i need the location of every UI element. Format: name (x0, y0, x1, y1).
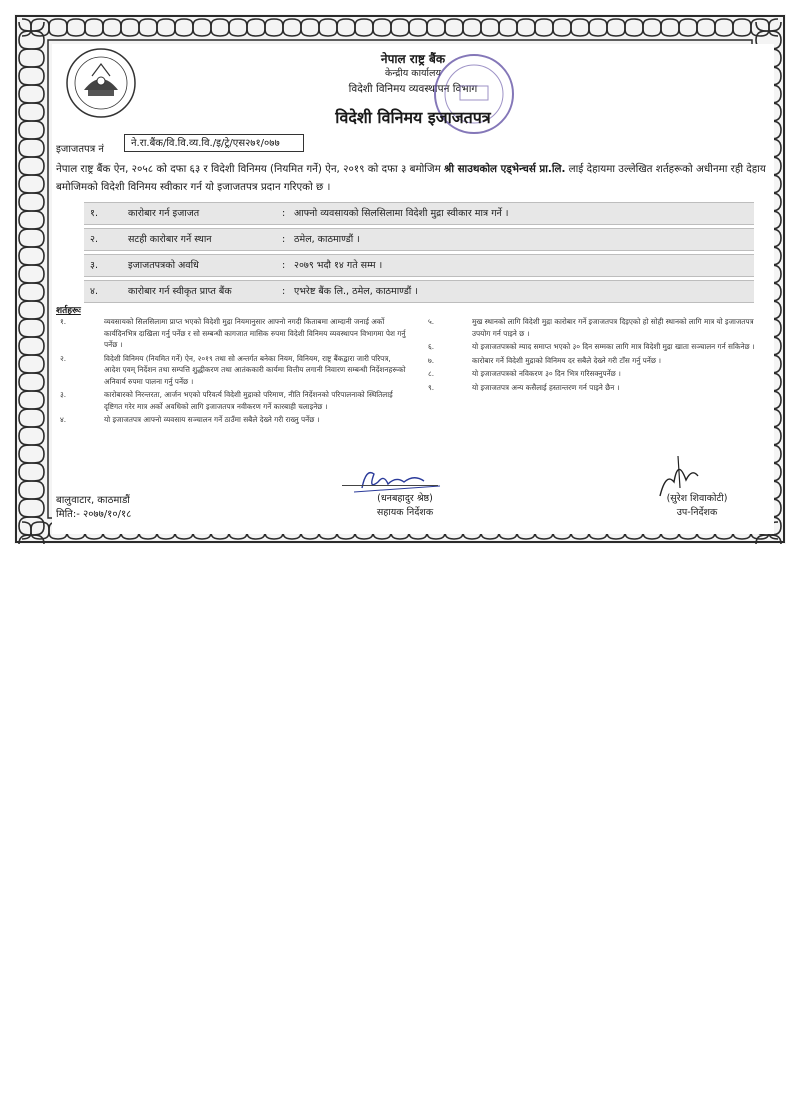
term-item (424, 382, 769, 394)
terms-heading: शर्तहरूः (56, 306, 81, 316)
issue-date: मिति:- २०७७/१०/१८ (56, 509, 132, 520)
row-label: कारोबार गर्न स्वीकृत प्राप्त बैंक (128, 286, 232, 297)
terms-left-column (56, 316, 406, 428)
row-colon: : (282, 234, 286, 245)
sub-office: केन्द्रीय कार्यालय (385, 68, 441, 79)
row-value: एभरेष्ट बैंक लि., ठमेल, काठमाण्डौं । (294, 286, 418, 297)
term-number: ८. (428, 369, 435, 378)
term-item (424, 368, 769, 380)
intro-text-start: नेपाल राष्ट्र बैंक ऐन, २०५८ को दफा ६३ र विदेशी विनिमय (नियमित गर्ने) ऐन, २०१९ को दफा ३ बमोजिम (56, 163, 445, 175)
term-item (424, 341, 769, 353)
intro-paragraph (56, 160, 768, 196)
table-row (84, 254, 754, 277)
issue-place: बालुवाटार, काठमाडौं (56, 495, 130, 506)
signer-1-title: सहायक निर्देशक (376, 507, 434, 518)
table-row (84, 202, 754, 225)
certificate-body (52, 44, 774, 534)
term-item (56, 414, 406, 426)
term-text: यो इजाजतपत्रको म्याद समाप्त भएको ३० दिन सम्मका लागि मात्र विदेशी मुद्रा खाता सञ्चालन गर्न सकिनेछ । (472, 342, 755, 351)
term-number: ३. (60, 390, 67, 399)
term-item (424, 316, 769, 339)
term-number: १. (60, 317, 67, 326)
row-label: इजाजतपत्रको अवधि (128, 260, 199, 271)
intro-text-end: लाई देहायमा उल्लेखित शर्तहरूको अधीनमा रही देहाय बमोजिमको विदेशी विनिमय स्वीकार गर्न यो इजाजतपत्र प्रदान गरिएको छ । (56, 163, 766, 193)
row-value: ठमेल, काठमाण्डौं । (294, 234, 360, 245)
permit-number-label: इजाजतपत्र नं (56, 144, 104, 155)
signer-2-name: (सुरेश शिवाकोटी) (666, 493, 728, 504)
row-number: १. (90, 208, 98, 219)
row-colon: : (282, 208, 286, 219)
row-number: ३. (90, 260, 98, 271)
permit-number: ने.रा.बैंक/वि.वि.व्य.वि./इ/ट्रे/एस२७१/०७७ (124, 134, 304, 152)
terms-right-column (424, 316, 769, 395)
row-colon: : (282, 260, 286, 271)
term-text: यो इजाजतपत्रको नविकरण ३० दिन भित्र गरिसक्नुपर्नेछ । (472, 369, 621, 378)
term-text: मुख स्थानको लागि विदेशी मुद्रा कारोबार गर्ने इजाजतपत्र दिइएको हो सोही स्थानको लागि मात्र यो इजाजतपत्र उपयोग गर्न पाइने छ । (472, 317, 754, 338)
row-colon: : (282, 286, 286, 297)
row-value: आफ्नो व्यवसायको सिलसिलामा विदेशी मुद्रा स्वीकार मात्र गर्ने । (294, 208, 509, 219)
license-certificate (14, 14, 786, 544)
table-row (84, 280, 754, 303)
term-text: कारोबारको निरन्तरता, आर्जन भएको परिवर्त्य विदेशी मुद्राको परिमाण, नीति निर्देशनको परिपालनाको स्थितिलाई दृष्टिगत गरेर मात्र अर्को अवधिको लागि इजाजतपत्र नवीकरण गर्ने कारबाही चलाइनेछ । (104, 390, 393, 411)
term-text: कारोबार गर्ने विदेशी मुद्राको विनिमय दर सबैले देख्ने गरी टाँस गर्नु पर्नेछ । (472, 355, 662, 365)
department-name: विदेशी विनिमय व्यवस्थापन विभाग (348, 83, 478, 95)
org-name: नेपाल राष्ट्र बैंक (380, 52, 446, 66)
term-number: ७. (428, 355, 435, 365)
term-item (424, 355, 769, 367)
row-label: सटही कारोबार गर्ने स्थान (128, 234, 212, 245)
term-item (56, 389, 406, 412)
term-number: ४. (60, 415, 67, 424)
term-number: ५. (428, 317, 435, 326)
term-text: विदेशी विनिमय (नियमित गर्ने) ऐन, २०१९ तथा सो अन्तर्गत बनेका नियम, विनियम, राष्ट्र बैंकद्वारा जारी परिपत्र, आदेश एवम् निर्देशन तथा सम्पत्ति शुद्धीकरण तथा आतंककारी कार्यमा वित्तीय लगानी निवारण सम्बन्धी निर्देशनहरूको अनिवार्य रुपमा पालना गर्नु पर्नेछ । (104, 353, 406, 386)
company-name: श्री साउथकोल एड्भेन्चर्स प्रा.लि. (444, 163, 566, 175)
table-row (84, 228, 754, 251)
signer-2-title: उप-निर्देशक (676, 507, 718, 518)
term-number: ९. (428, 382, 435, 392)
term-item (56, 316, 406, 351)
row-number: ४. (90, 286, 98, 297)
row-label: कारोबार गर्न इजाजत (128, 208, 200, 219)
row-value: २०७९ भदौ १४ गते सम्म । (294, 260, 383, 271)
license-details-table (84, 202, 754, 306)
term-text: यो इजाजतपत्र आफ्नो व्यवसाय सञ्चालन गर्ने ठाउँमा सबैले देख्ने गरी राख्नु पर्नेछ । (104, 415, 320, 424)
signature-1-line (342, 485, 438, 486)
term-text: व्यवसायको सिलसिलामा प्राप्त भएको विदेशी मुद्रा नियमानुसार आफ्नो नगदी किताबमा आम्दानी जनाई अर्को कार्यदिनभित्र दाखिला गर्नु पर्नेछ र सो सम्बन्धी कागजात मासिक रुपमा विदेशी विनिमय व्यवस्थापन विभागमा पेश गर्नु पर्नेछ । (104, 317, 406, 349)
signer-1-name: (धनबहादुर श्रेष्ठ) (377, 493, 433, 504)
term-text: यो इजाजतपत्र अन्य कसैलाई हस्तान्तरण गर्न पाइने छैन । (472, 382, 620, 392)
term-number: २. (60, 353, 67, 363)
certificate-title: विदेशी विनिमय इजाजतपत्र (335, 108, 491, 127)
row-number: २. (90, 234, 98, 245)
term-number: ६. (428, 342, 435, 351)
term-item (56, 353, 406, 388)
